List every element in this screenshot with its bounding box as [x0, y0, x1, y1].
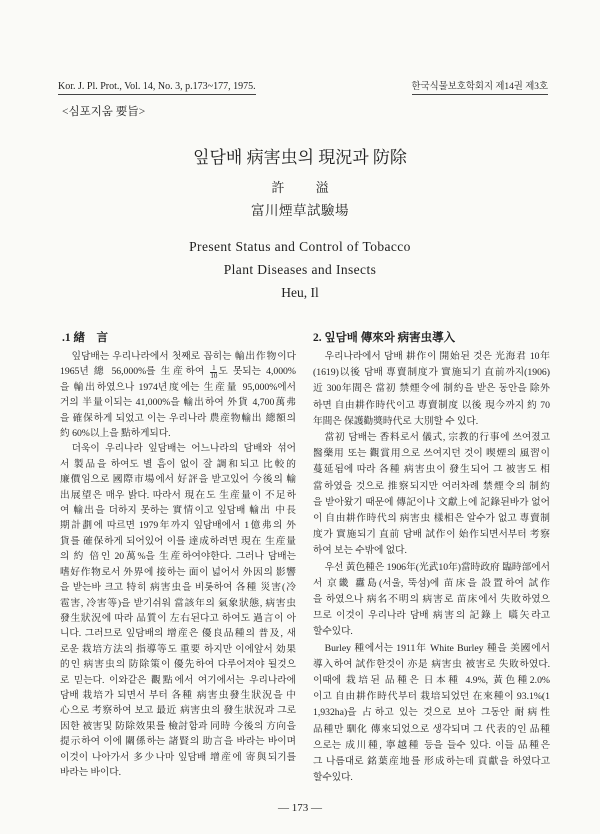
- text-line: 니다. 그러므로 잎담배의 增産은 優良品種의 普及, 새: [60, 628, 296, 640]
- text-line: 이 自由耕作時代의 病害虫 樣相은 알수가 없고 專賣制: [313, 513, 550, 525]
- text-line: 로운 栽培方法의 指導等도 重要 하지만 이에앞서 効果: [60, 643, 296, 655]
- text-segment: 도 못되는 4,000%: [218, 366, 296, 378]
- text-line: 바라는 바이다.: [60, 766, 121, 778]
- text-line: 더욱이 우리나라 잎담배는 어느나라의 담배와 섞어: [71, 443, 296, 455]
- text-line: 을 받아왔기 때문에 傳記이나 文獻上에 記錄된바가 없어: [313, 496, 550, 508]
- article-title-english-line-1: Present Status and Control of Tobacco: [189, 239, 411, 254]
- text-line: 提示하여 이에 關係하는 諸賢의 助言을 바라는 바이며: [60, 736, 296, 748]
- author-name-english: Heu, Il: [281, 285, 319, 300]
- symposium-label: <심포지움 要旨>: [62, 106, 146, 118]
- text-line: 을 하였으나 病名不明의 病害로 苗床에서 失敗하였으: [313, 594, 550, 606]
- text-line: 當하였을 것으로 推察되지만 여러차례 禁煙令의 制約: [313, 480, 550, 492]
- text-line: 이때에 栽培된 品種은 日本種 4.9%, 黃色種2.0%: [313, 675, 550, 687]
- section-body: [313, 349, 550, 786]
- text-line: 잎담배는 우리나라에서 첫째로 꼽히는 輸出作物이다: [71, 351, 296, 362]
- author-name-korean: 許 溢: [271, 180, 329, 195]
- text-line: 이고 自由耕作時代부터 栽培되었던 在來種이 93.1%(1: [313, 691, 550, 703]
- journal-citation: Kor. J. Pl. Prot., Vol. 14, No. 3, p.173~177, 1975.: [58, 81, 256, 95]
- text-line: 로 믿는다. 이와같은 觀點에서 여기에서는 우리나라에: [60, 674, 296, 686]
- text-line: Burley 種에서는 1911年 White Burley 種을 美國에서: [324, 642, 550, 654]
- section-heading: .1 緖 言: [62, 332, 108, 344]
- section-introduction-of-tobacco: [313, 331, 550, 786]
- text-line: [60, 364, 296, 379]
- text-line: 우선 黃色種은 1906年(光武10年)當時政府 臨時部에서: [324, 561, 550, 573]
- paragraph: [60, 349, 296, 441]
- text-line: 發生狀況에 따라 品質이 左右된다고 하여도 過言이 아: [60, 612, 296, 624]
- text-line: 出展望은 매우 밝다. 따라서 現在도 生産量이 不足하: [60, 489, 296, 501]
- text-line: 約 60%以上을 點하게되다.: [60, 428, 171, 440]
- text-line: 導入하여 試作한것이 亦是 病害虫 被害로 失敗하였다.: [313, 658, 550, 670]
- text-line: 心으로 考察하여 보고 最近 病害虫의 發生狀況과 그로: [60, 705, 296, 717]
- text-line: 的인 病害虫의 防除策이 優先하여 다루어져야 될것으: [60, 659, 296, 671]
- paragraph: [313, 430, 550, 560]
- fraction-numerator: 1: [212, 363, 216, 372]
- text-line: 서 製品을 하여도 별 흠이 없이 잘 調和되고 比較的: [60, 458, 296, 470]
- paragraph: [313, 349, 550, 430]
- author-affiliation: 富川煙草試驗場: [251, 203, 349, 218]
- text-line: 醫藥用 또는 觀賞用으로 쓰여지던 것이 喫煙의 風習이: [313, 448, 550, 460]
- text-line: (1619)以後 담배 專賣制度가 實施되기 直前까지(1906): [313, 367, 550, 379]
- text-line: 이것이 나아가서 多少나마 잎담배 增産에 寄與되기를: [60, 751, 296, 763]
- text-line: 貨를 確保하게 되어있어 이를 達成하려면 現在 生産量: [60, 535, 296, 547]
- journal-name-korean: 한국식물보호학회지 제14권 제3호: [412, 81, 548, 95]
- page-number: — 173 —: [278, 802, 322, 814]
- text-line: 雹害, 冷害等)을 받기쉬워 當該年의 氣象狀態, 病害虫: [60, 597, 296, 609]
- text-line: 年間은 保護勸獎時代로 大別할 수 있다.: [313, 415, 479, 427]
- text-line: 여 輸出을 더하지 못하는 實情이고 잎담배 輸出 中長: [60, 505, 296, 517]
- text-line: 하여 보는 수밖에 없다.: [313, 545, 407, 557]
- paragraph: [60, 441, 296, 780]
- text-line: 할수있다.: [313, 626, 353, 638]
- text-line: 品種만 馴化 傳來되었으로 생각되며 그 代表的인 品種: [313, 723, 550, 735]
- article-title-korean: 잎담배 病害虫의 現況과 防除: [193, 148, 407, 167]
- fraction-denominator: 10: [210, 371, 218, 380]
- text-line: 므로 이것이 우리나라 담배 病害의 記錄上 嚆矢라고: [313, 610, 550, 622]
- text-line: 서 京畿 纛島(서울, 뚝섬)에 苗床을 設置하여 試作: [313, 577, 550, 589]
- section-body: [60, 349, 296, 780]
- text-line: 하면 自由耕作時代이고 專賣制度 以後 現今까지 約 70: [313, 399, 550, 411]
- text-line: 因한 被害및 防除效果를 檢討함과 同時 今後의 方向을: [60, 720, 296, 732]
- text-line: 을 確保하게 되었고 이는 우리나라 農産物輸出 總額의: [60, 412, 296, 424]
- text-line: 의 約 倍인 20萬%을 生産하여야한다. 그러나 담배는: [60, 551, 296, 563]
- text-line: 그 나름대로 銘葉産地를 形成하는데 貢獻을 하였다고: [313, 756, 550, 768]
- text-line: 度가 實施되기 直前 담배 試作이 始作되면서부터 考察: [313, 529, 550, 541]
- text-line: 近 300年間은 當初 禁煙令에 制約을 받은 동안을 除外: [313, 383, 550, 395]
- text-line: 當初 담배는 香料로서 儀式, 宗教的行事에 쓰여졌고: [324, 432, 550, 444]
- text-line: 으로는 成川種, 寧越種 등을 들수 있다. 이들 品種은: [313, 739, 550, 751]
- text-line: 거의 半量이되는 41,000%을 輸出하여 外貨 4,700萬弗: [60, 397, 296, 409]
- text-line: 廉價임으로 國際市場에서 好評을 받고있어 今後의 輸: [60, 474, 296, 486]
- paragraph: [313, 560, 550, 641]
- text-line: 蔓延됨에 따라 各種 病害虫이 發生되어 그 被害도 相: [313, 464, 550, 476]
- text-line: 을 받는바 크고 特히 病害虫을 비롯하여 各種 災害(冷: [60, 582, 296, 594]
- text-line: 을 輸出하였으나 1974년度에는 生産量 95,000%에서: [60, 381, 296, 393]
- text-line: 期計劃에 따르면 1979年까지 잎담배에서 1億弗의 外: [60, 520, 296, 532]
- text-segment: 1965년 總 56,000%를 生産하여: [60, 366, 210, 378]
- text-line: 1,932ha)을 占하고 있는 것으로 보아 그동안 耐病性: [313, 707, 550, 719]
- text-line: 우리나라에서 담배 耕作이 開始된 것은 光海君 10年: [324, 351, 550, 362]
- article-title-english-line-2: Plant Diseases and Insects: [223, 262, 377, 277]
- text-line: 담배 栽培가 되면서 부터 各種 病害虫發生狀況을 中: [60, 689, 296, 701]
- section-heading: 2. 잎담배 傳來와 病害虫導入: [313, 332, 456, 344]
- fraction: [210, 365, 217, 380]
- paragraph: [313, 641, 550, 787]
- text-line: 할수있다.: [313, 772, 353, 784]
- section-introduction: [60, 331, 296, 780]
- text-line: 嗜好作物로서 外界에 接하는 面이 넓어서 外因의 影響: [60, 566, 296, 578]
